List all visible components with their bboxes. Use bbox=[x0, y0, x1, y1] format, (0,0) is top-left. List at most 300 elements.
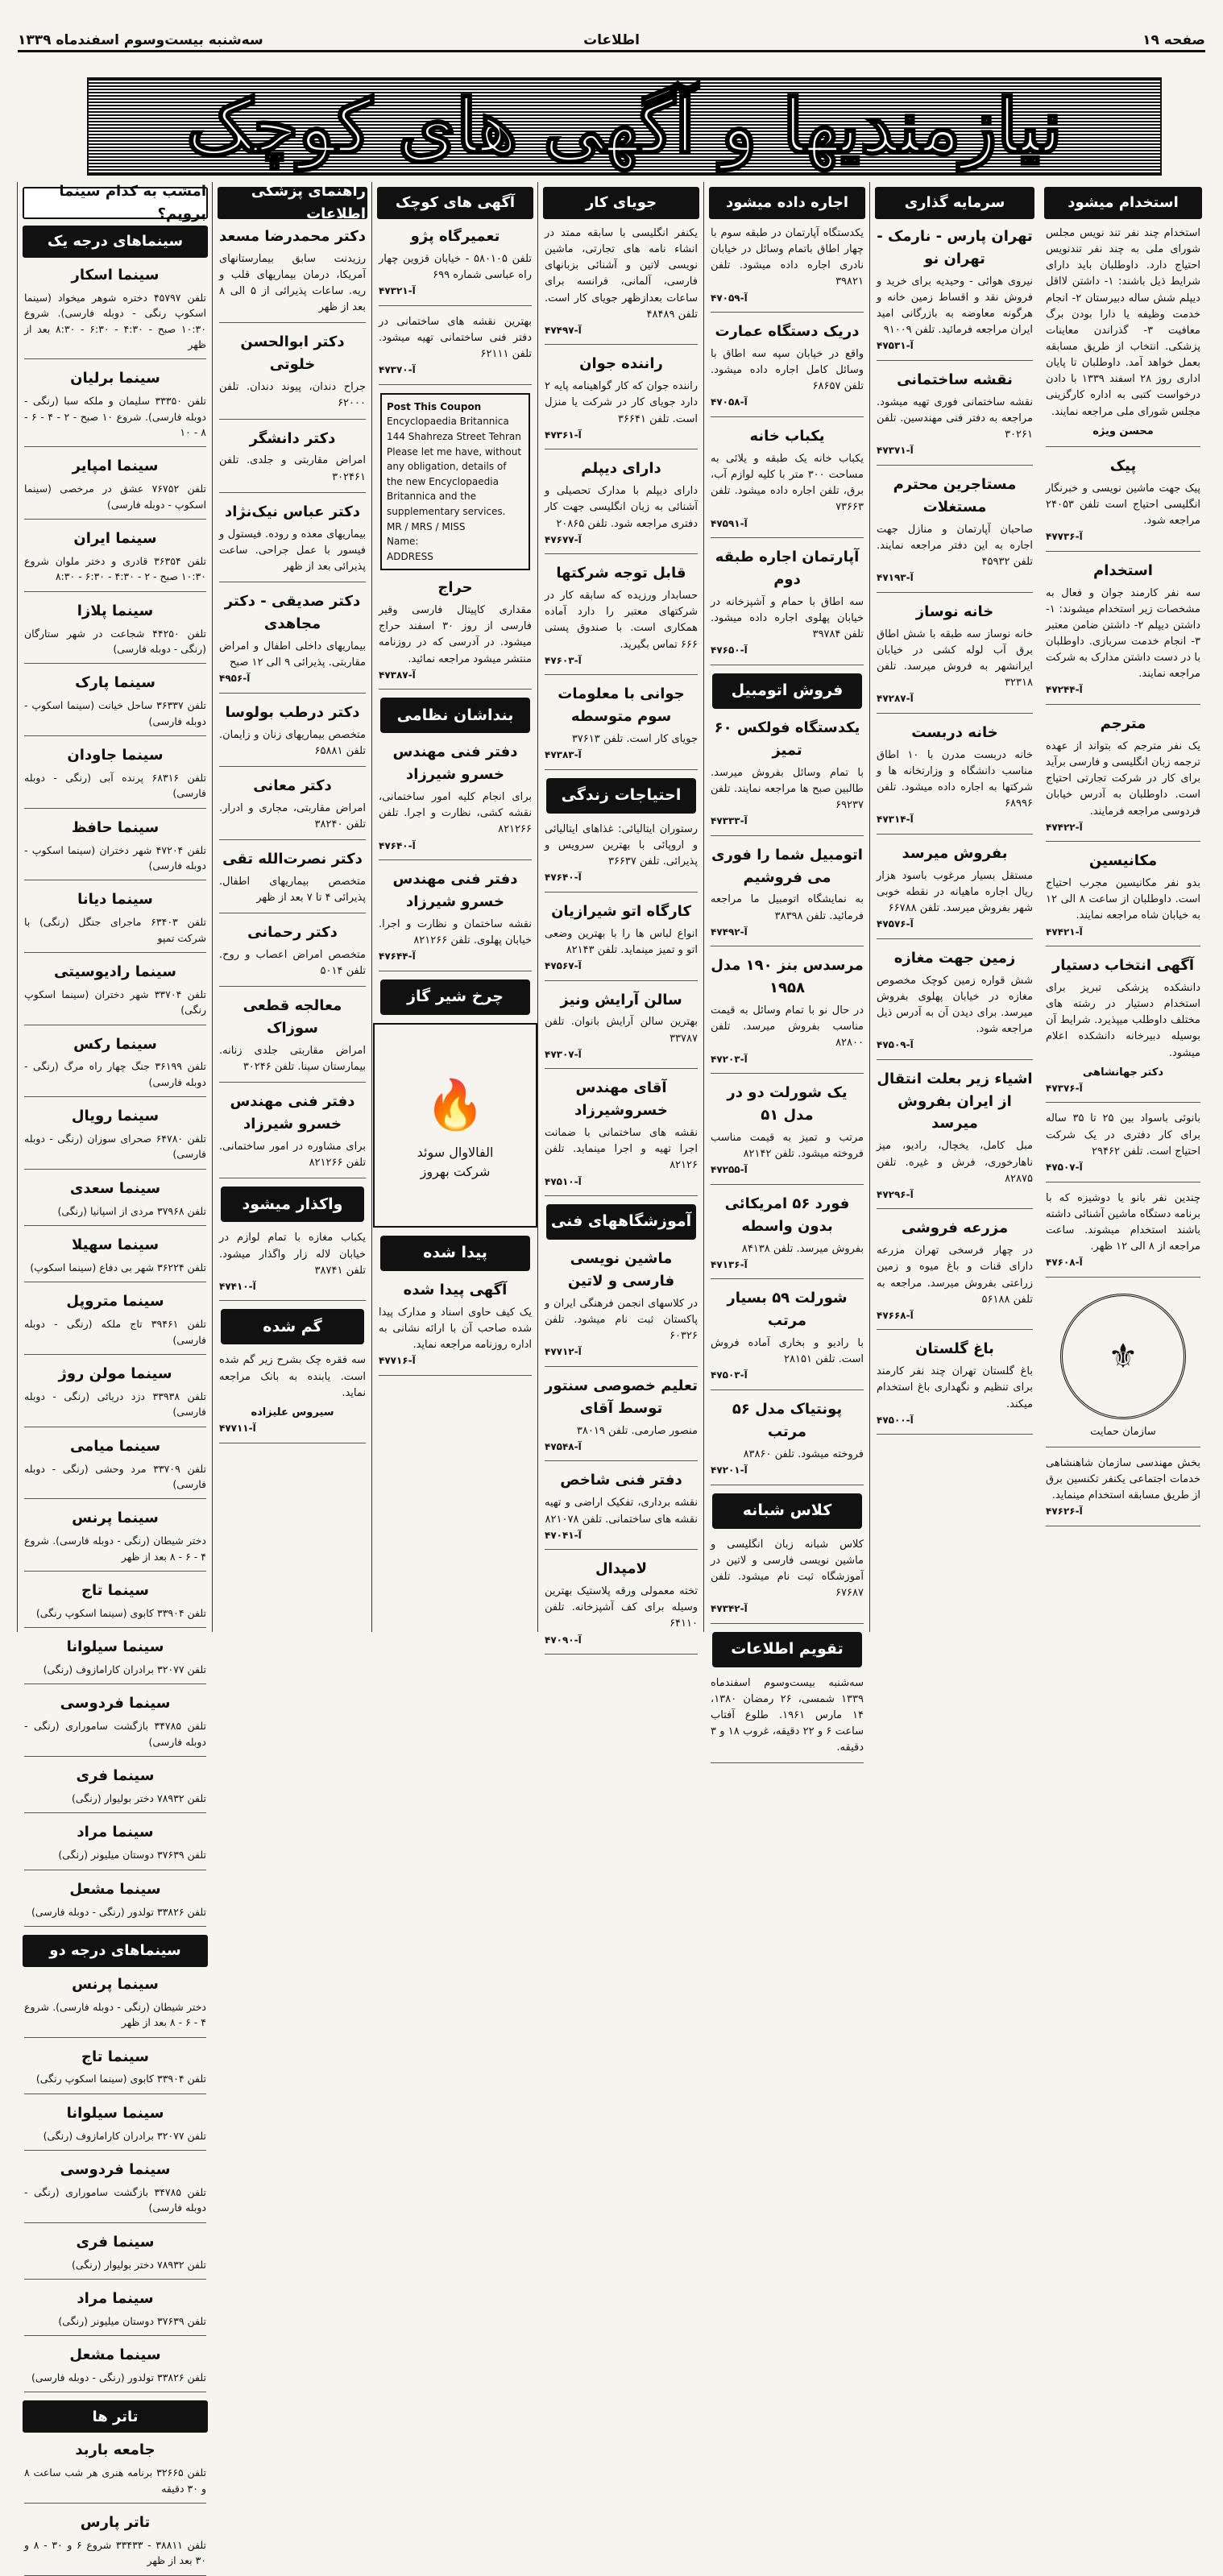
column-cinema bbox=[17, 182, 213, 2567]
ad-code: آ-۴۷۶۵۰ bbox=[711, 644, 748, 656]
ad-title: سینما میامی bbox=[69, 1437, 161, 1455]
classified-ad bbox=[877, 1217, 1033, 1330]
ad-title: تعلیم خصوصی سنتور توسط آقای bbox=[545, 1377, 698, 1417]
ad-text: شش قواره زمین کوچک مخصوص مغازه در خیابان پهلوی بفروش میرسد. برای دیدن آن به آدرس ذیل مراجعه شود. bbox=[877, 974, 1033, 1035]
classified-ad bbox=[24, 455, 206, 520]
ad-title: سینما مراد bbox=[77, 2289, 154, 2307]
ad-code: آ-۴۷۳۷۶ bbox=[1046, 1082, 1083, 1094]
ad-text: رستوران ایتالیائی: غذاهای ایتالیائی و اروپائی با بهترین سرویس و پذیرائی. تلفن ۳۶۶۳۷ bbox=[545, 822, 698, 868]
ad-title: سینما پرنس bbox=[72, 1975, 159, 1993]
column-estekhdam bbox=[1039, 182, 1207, 1632]
ad-code: آ-۴۷۴۹۲ bbox=[711, 926, 748, 938]
coupon-title: Post This Coupon bbox=[387, 400, 482, 412]
ad-text: بفروش میرسد. تلفن ۸۴۱۳۸ bbox=[741, 1242, 864, 1255]
coupon-line: MR / MRS / MISS bbox=[387, 520, 466, 532]
ad-text: بخش مهندسی سازمان شاهنشاهی خدمات اجتماعی یکنفر تکنسین برق از طریق مسابقه استخدام مینماید. bbox=[1046, 1456, 1200, 1502]
ad-title: قابل توجه شرکتها bbox=[556, 565, 686, 582]
classified-ad bbox=[24, 1821, 206, 1870]
classified-ad bbox=[24, 1765, 206, 1813]
ad-title: سینما مراد bbox=[77, 1824, 154, 1841]
ad-text: استخدام چند نفر تند نویس مجلس شورای ملی به چند نفر تندنویس احتیاج دارد. داوطلبان باید دارای شرایط ذیل باشند: ۱- داشتن لااقل دیپلم شش ساله دبیرستان ۲- انجام خدمت وظیفه یا دارا بودن برگ معافیت ۳- گذراندن معاینات پزشکی. انتخاب از طریق مسابقه بعمل خواهد آمد. داوطلبان تا پایان اداری روز ۲۸ اسفند ۱۳۳۹ با دادن درخواست کتبی به اداره کارگزینی مجلس شورای ملی مراجعه نمایند. bbox=[1046, 227, 1200, 418]
ad-title: سینما سهیلا bbox=[71, 1236, 160, 1254]
ad-text: خانه نوساز سه طبقه با شش اطاق برق آب لوله کشی در خیابان ایرانشهر به فروش میرسد. تلفن ۳۲۳۱۸ bbox=[877, 627, 1033, 689]
ad-text: حسابدار ورزیده که سابقه کار در شرکتهای معتبر را دارد آماده همکاری است. با صندوق پستی ۶۶۶ تماس بگیرید. bbox=[545, 590, 698, 651]
ad-code: آ-۴۷۶۰۳ bbox=[545, 654, 582, 666]
classified-ad bbox=[711, 321, 864, 417]
coupon-line: 144 Shahreza Street Tehran bbox=[387, 430, 521, 442]
column-heading: آگهی های کوچک bbox=[377, 187, 533, 219]
ad-text: سه نفر کارمند جوان و فعال به مشخصات زیر استخدام میشوند: ۱- داشتن دیپلم ۲- داشتن ضامن معتبر ۳- انجام خدمت سربازی. داوطلبان با در دست داشتن مدارک به شرکت مراجعه نمایند. bbox=[1046, 586, 1201, 681]
ad-title: دفتر فنی شاخص bbox=[560, 1472, 682, 1489]
ad-text: تلفن ۳۶۱۹۹ جنگ چهار راه مرگ (رنگی - دوبله فارسی) bbox=[24, 1060, 206, 1088]
classified-ad bbox=[545, 1375, 698, 1462]
ad-text: تلفن ۳۹۴۶۱ تاج ملکه (رنگی - دوبله فارسی) bbox=[24, 1318, 206, 1346]
stove-icon: 🔥 bbox=[425, 1076, 486, 1133]
ad-title: دکتر صدیقی - دکتر مجاهدی bbox=[224, 593, 361, 632]
ad-code: آ-۴۷۳۱۴ bbox=[877, 814, 914, 826]
sub-section-heading: گم شده bbox=[221, 1309, 364, 1344]
ad-code: آ-۴۷۵۰۷ bbox=[1046, 1161, 1083, 1173]
ad-text: تلفن ۳۶۳۳۷ ساحل خیانت (سینما اسکوپ - دوبله فارسی) bbox=[24, 699, 206, 727]
ad-title: حراج bbox=[437, 579, 473, 597]
ad-code: آ-۴۷۳۴۲ bbox=[711, 1603, 748, 1615]
classified-ad bbox=[1046, 455, 1200, 552]
ad-signature: دکتر جهانشاهی bbox=[1082, 1066, 1164, 1079]
ad-text: با تمام وسائل بفروش میرسد. طالبین صبح ها مراجعه نمایند. تلفن ۶۹۲۳۷ bbox=[711, 766, 864, 811]
ad-title: سینما ایران bbox=[73, 530, 157, 548]
ad-code: آ-۴۷۶۲۶ bbox=[1046, 1505, 1083, 1518]
sub-section-heading: بنداشان نظامی bbox=[380, 698, 530, 733]
ad-title: دکتر ابوالحسن خلوتی bbox=[240, 333, 345, 374]
ad-text: جویای کار است. تلفن ۳۷۶۱۳ bbox=[571, 733, 698, 746]
classified-ad bbox=[379, 868, 532, 971]
classified-ad bbox=[219, 501, 366, 582]
classified-ad bbox=[711, 546, 864, 665]
emblem-caption: سازمان حمایت bbox=[1046, 1424, 1200, 1447]
classified-ad bbox=[24, 528, 206, 592]
ad-text: تلفن ۳۳۳۵۰ سلیمان و ملکه سبا (رنگی - دوبله فارسی). شروع ۱۰ صبح - ۲ - ۴ - ۶ - ۸ - ۱۰ bbox=[24, 395, 206, 439]
ad-text: تلفن ۳۳۹۰۴ کابوی (سینما اسکوپ رنگی) bbox=[35, 1606, 206, 1619]
newspaper-name: اطلاعات bbox=[583, 32, 640, 48]
classified-ad bbox=[877, 226, 1033, 361]
classified-ad bbox=[24, 2159, 206, 2223]
ad-title: مزرعه فروشی bbox=[901, 1220, 1009, 1237]
column-heading: استخدام میشود bbox=[1044, 187, 1202, 219]
classified-ad bbox=[219, 848, 366, 913]
ad-text: امراض مقاربتی جلدی زنانه. بیمارستان سینا. تلفن ۳۰۲۴۶ bbox=[219, 1045, 366, 1074]
page-header bbox=[18, 29, 1205, 52]
ad-text: دختر شیطان (رنگی - دوبله فارسی). شروع ۴ - ۶ - ۸ بعد از ظهر bbox=[24, 2000, 206, 2029]
classified-ad bbox=[24, 1033, 206, 1098]
ad-title: سینما پارک bbox=[75, 674, 155, 692]
ad-text: خانه دربست مدرن با ۱۰ اطاق مناسب دانشگاه و وزارتخانه ها و شرکتها به اجاره داده میشود. تلفن ۶۸۹۹۶ bbox=[877, 748, 1033, 810]
ad-text: منصور صارمی. تلفن ۳۸۰۱۹ bbox=[576, 1424, 698, 1437]
ad-title: فورد ۵۶ امریکائی بدون واسطه bbox=[724, 1195, 850, 1235]
classified-ad bbox=[24, 1580, 206, 1628]
column-heading: سینماهای درجه یک bbox=[23, 226, 208, 258]
ad-title: تعمیرگاه پژو bbox=[410, 228, 500, 245]
classified-ad bbox=[545, 562, 698, 675]
ad-text: مقداری کاپیتال فارسی وقیر فارسی از روز ۳۰ اسفند حراج میشود. در آدرسی که در روزنامه منتشر میشود مراجعه نمائید. bbox=[379, 604, 532, 665]
ad-title: جامعه باربد bbox=[75, 2441, 155, 2459]
classified-ad bbox=[219, 775, 366, 840]
ad-code: آ-۴۷۲۹۶ bbox=[877, 1188, 914, 1200]
ad-text: نقشه های ساختمانی با ضمانت اجرا تهیه و اجرا مینماید. تلفن ۸۲۱۲۶ bbox=[545, 1127, 698, 1172]
ad-text: متخصص امراض اعصاب و روح. تلفن ۵۰۱۴ bbox=[219, 949, 366, 978]
ad-columns bbox=[18, 182, 1207, 2567]
ad-text: در حال نو با تمام وسائل به قیمت مناسب بفروش میرسد. تلفن ۸۲۸۰۰ bbox=[711, 1004, 864, 1050]
classified-ad bbox=[24, 1290, 206, 1355]
ad-title: سینما تاج bbox=[81, 2048, 149, 2065]
ad-text: یکباب خانه یک طبقه و یلائی به مساحت ۳۰۰ متر با کلیه لوازم آب، برق، تلفن اجاره داده میشود. تلفن ۷۳۶۶۳ bbox=[711, 452, 864, 514]
ad-title: آپارتمان اجاره طبقه دوم bbox=[715, 549, 860, 588]
ad-text: تلفن ۳۲۰۷۷ برادران کارامازوف (رنگی) bbox=[43, 1663, 206, 1676]
classified-ad bbox=[1046, 850, 1200, 946]
classified-ad bbox=[219, 1230, 366, 1301]
stove-brand: الفالاوال سوئد bbox=[417, 1144, 494, 1160]
ad-title: دکتر عباس نیک‌نژاد bbox=[225, 503, 360, 520]
ad-code: آ-۴۷۳۷۰ bbox=[379, 364, 416, 376]
ad-code: آ-۴۷۵۳۱ bbox=[877, 340, 914, 352]
classified-ad bbox=[545, 458, 698, 554]
ad-code: آ-۴۷۲۵۵ bbox=[711, 1164, 748, 1176]
ad-title: زمین جهت مغازه bbox=[893, 949, 1016, 967]
ad-title: پیک bbox=[1109, 457, 1137, 474]
classified-ad bbox=[24, 2102, 206, 2151]
ad-text: نقشه ساختمان و نظارت و اجرا. خیابان پهلوی. تلفن ۸۲۱۲۶۶ bbox=[379, 917, 532, 947]
ad-text: مبل کامل، یخچال، رادیو، میز ناهارخوری، فرش و غیره. تلفن ۸۲۸۷۵ bbox=[877, 1140, 1033, 1185]
ad-code: آ-۴۷۳۷۱ bbox=[877, 445, 914, 457]
classified-ad bbox=[379, 1279, 532, 1376]
sub-section-heading: کلاس شبانه bbox=[712, 1493, 862, 1529]
ad-title: سینما جاودان bbox=[67, 746, 164, 764]
ad-text: تلفن ۷۸۹۳۲ دختر بولیوار (رنگی) bbox=[72, 2258, 206, 2271]
classified-ad bbox=[24, 264, 206, 359]
ad-title: سینما متروپل bbox=[66, 1293, 164, 1311]
column-ejareh bbox=[703, 182, 870, 1754]
classified-ad bbox=[24, 2231, 206, 2280]
ad-text: تلفن ۷۶۷۵۲ عشق در مرخصی (سینما اسکوپ - دوبله فارسی) bbox=[24, 482, 206, 511]
classified-ad bbox=[711, 1193, 864, 1280]
ad-code: آ-۴۷۱۹۳ bbox=[877, 572, 914, 584]
ad-text: دانشکده پزشکی تبریز برای استخدام دستیار در رشته های مختلف داوطلب میپذیرد. شرایط آن بوسیله دبیرخانه دانشکده اعلام میشود. bbox=[1046, 982, 1200, 1059]
classified-ad bbox=[877, 601, 1033, 714]
ad-code: آ-۴۷۲۰۱ bbox=[711, 1464, 748, 1476]
ad-code: آ-۴۷۷۱۶ bbox=[379, 1355, 416, 1367]
classified-ad bbox=[24, 1234, 206, 1282]
ad-title: سینما امپایر bbox=[72, 458, 159, 475]
ad-title: باغ گلستان bbox=[915, 1340, 994, 1358]
ad-title: شورلت ۵۹ بسیار مرتب bbox=[727, 1290, 848, 1330]
ad-text: باغ گلستان تهران چند نفر کارمند برای تنظیم و نگهداری باغ استخدام میکند. bbox=[877, 1365, 1033, 1410]
ad-code: آ-۴۷۲۰۳ bbox=[711, 1053, 748, 1065]
ad-title: یک شورلت دو در مدل ۵۱ bbox=[727, 1084, 848, 1124]
ad-title: یکدستگاه فولکس ۶۰ تمیز bbox=[714, 719, 860, 759]
ad-title: سینما سیلوانا bbox=[66, 1638, 164, 1656]
ad-text: فروخته میشود. تلفن ۸۳۸۶۰ bbox=[743, 1447, 864, 1460]
ad-title: سینما مشعل bbox=[69, 2346, 161, 2364]
ad-code: آ-۴۷۴۲۲ bbox=[1046, 821, 1083, 833]
ad-text: تلفن ۳۶۲۲۴ شهر بی دفاع (سینما اسکوپ) bbox=[30, 1261, 206, 1274]
classified-ad bbox=[219, 226, 366, 323]
ad-text: تلفن ۳۷۶۳۹ دوستان میلیونر (رنگی) bbox=[58, 1849, 206, 1862]
stove-company: شرکت بهروز bbox=[420, 1164, 491, 1180]
classified-ad bbox=[379, 741, 532, 860]
ad-text: بهترین سالن آرایش بانوان. تلفن ۳۳۷۸۷ bbox=[545, 1016, 698, 1045]
ad-code: آ-۴۷۶۴۴ bbox=[379, 950, 416, 963]
ad-text: سه فقره چک بشرح زیر گم شده است. یابنده به بانک مراجعه نماید. bbox=[219, 1354, 366, 1399]
classified-ad bbox=[219, 1091, 366, 1178]
classified-ad bbox=[1046, 1111, 1200, 1182]
ad-title: خانه دربست bbox=[911, 723, 998, 741]
ad-code: آ-۴۷۱۳۶ bbox=[711, 1258, 748, 1270]
ad-title: دریک دستگاه عمارت bbox=[715, 323, 860, 341]
ad-title: تاتر پارس bbox=[80, 2514, 151, 2532]
cinema-second-class-heading: سینماهای درجه دو bbox=[23, 1935, 208, 1967]
ad-title: پونتیاک مدل ۵۶ مرتب bbox=[732, 1400, 843, 1440]
ad-title: سینما سعدی bbox=[69, 1179, 161, 1197]
ad-title: ماشین نویسی فارسی و لاتین bbox=[567, 1250, 675, 1290]
ad-code: آ-۴۷۳۲۱ bbox=[379, 285, 416, 297]
coupon-line: Please let me have, without any obligation, details of the new Encyclopaedia Britannica and the supplementary services. bbox=[387, 445, 522, 517]
classified-ad bbox=[545, 901, 698, 981]
theater-heading: تاتر ها bbox=[23, 2400, 208, 2433]
ad-text: تلفن ۳۲۶۶۵ برنامه هنری هر شب ساعت ۸ و ۳۰ دقیقه bbox=[24, 2466, 206, 2495]
ad-code: آ-۴۷۷۱۲ bbox=[545, 1346, 582, 1358]
issue-date: سه‌شنبه بیست‌وسوم اسفندماه ۱۳۳۹ bbox=[18, 32, 263, 48]
classified-ad bbox=[877, 722, 1033, 835]
ad-code: آ-۴۷۴۹۷ bbox=[545, 324, 582, 336]
classified-ad bbox=[219, 428, 366, 493]
ad-code: آ-۴۷۶۶۸ bbox=[877, 1309, 914, 1321]
classified-ad bbox=[24, 1105, 206, 1170]
ad-text: تلفن ۳۸۸۱۱ - ۳۳۴۳۳ شروع ۶ و ۳۰ - ۸ و ۳۰ بعد از ظهر bbox=[24, 2539, 207, 2567]
ad-title: مرسدس بنز ۱۹۰ مدل ۱۹۵۸ bbox=[711, 957, 864, 997]
sub-section-heading: چرخ شیر گاز bbox=[380, 979, 530, 1015]
ad-text: نیروی هوائی - وحیدیه برای خرید و فروش نقد و اقساط زمین خانه و هرگونه معاوضه به بازرگانی امید ایران مراجعه فرمائید. تلفن ۹۱۰۰۹ bbox=[877, 275, 1033, 337]
footer-ad bbox=[1046, 1456, 1200, 1526]
classified-ad bbox=[24, 1178, 206, 1226]
ad-code: آ-۴۷۵۰۹ bbox=[877, 1039, 914, 1051]
ad-title: استخدام bbox=[1093, 561, 1153, 579]
ad-text: مستقل بسیار مرغوب باسود هزار ریال اجاره ماهیانه در نقطه خوبی شهر بفروش میرسد. تلفن ۶۶۷۸۸ bbox=[877, 869, 1033, 914]
classified-ad bbox=[24, 672, 206, 736]
ad-text: در چهار فرسخی تهران مزرعه دارای قنات و باغ میوه و زمین زراعتی بفروش میرسد. مراجعه به تلفن ۵۶۱۸۸ bbox=[877, 1245, 1033, 1306]
column-sarmayeh bbox=[869, 182, 1039, 1632]
ad-code: آ-۴۷۷۱۱ bbox=[219, 1423, 256, 1435]
ad-text: با رادیو و بخاری آماده فروش است. تلفن ۲۸۱۵۱ bbox=[711, 1337, 864, 1366]
ad-title: سینما فردوسی bbox=[60, 1695, 171, 1713]
ad-text: چندین نفر بانو یا دوشیزه که با برنامه دستگاه ماشین آشنائی داشته باشند استخدام میشوند. ساعت مراجعه از ۸ الی ۱۲ ظهر. bbox=[1046, 1191, 1200, 1253]
ad-text: یک نفر مترجم که بتواند از عهده ترجمه زبان انگلیسی و فارسی برآید برای کار در شرکت تجارتی احتیاج است. داوطلبان به آدرس خیابان فردوسی مراجعه فرمایند. bbox=[1046, 739, 1200, 818]
classified-ad bbox=[877, 474, 1033, 593]
ad-text: راننده جوان که کار گواهینامه پایه ۲ دارد جویای کار در شرکت یا منزل است. تلفن ۳۶۶۴۱ bbox=[545, 380, 698, 425]
ad-code: آ-۴۷۳۸۷ bbox=[379, 669, 416, 681]
ad-title: سینما برلیان bbox=[70, 370, 160, 387]
classified-ad bbox=[711, 1398, 864, 1485]
column-heading: جویای کار bbox=[543, 187, 699, 219]
ad-text: برای انجام کلیه امور ساختمانی، نقشه کشی، نظارت و اجرا. تلفن ۸۲۱۲۶۶ bbox=[379, 791, 532, 836]
ad-title: سینما پرنس bbox=[72, 1510, 159, 1527]
ad-text: تلفن ۴۷۲۰۴ شهر دختران (سینما اسکوپ - دوبله فارسی) bbox=[24, 843, 206, 872]
ad-text: تلفن ۷۸۹۳۲ دختر بولیوار (رنگی) bbox=[72, 1791, 206, 1804]
ad-text: رزیدنت سابق بیمارستانهای آمریکا، درمان بیماریهای قلب و ریه. ساعات پذیرائی از ۵ الی ۸ بعد از ظهر bbox=[219, 252, 366, 314]
ad-text: کلاس شبانه زبان انگلیسی و ماشین نویسی فارسی و لاتین در آموزشگاه ثبت نام میشود. تلفن ۶۷۶۸۷ bbox=[711, 1538, 864, 1599]
ad-signature: محسن ویژه bbox=[1092, 425, 1154, 437]
classified-ad bbox=[711, 1287, 864, 1390]
stove-advert bbox=[373, 1023, 537, 1228]
classified-ad bbox=[219, 1352, 366, 1443]
classified-ad bbox=[545, 1558, 698, 1655]
coupon-line: Name: bbox=[387, 536, 419, 548]
classified-ad bbox=[219, 995, 366, 1083]
ad-code: آ-۴۷۲۸۷ bbox=[877, 693, 914, 705]
classified-ad bbox=[711, 425, 864, 538]
column-pezeshki bbox=[212, 182, 372, 1632]
ad-title: خانه نوساز bbox=[915, 603, 994, 620]
ad-title: سینما دیانا bbox=[77, 891, 153, 909]
cinema-tonight-banner: امشب به کدام سینما برویم؟ bbox=[23, 187, 208, 219]
ad-title: دکتر محمدرضا مسعد bbox=[219, 228, 366, 245]
ad-code: آ-۴۷۰۵۸ bbox=[711, 396, 748, 408]
classified-ad bbox=[1046, 713, 1200, 842]
ad-title: نقشه ساختمانی bbox=[897, 371, 1013, 388]
ad-title: بفروش میرسد bbox=[902, 844, 1008, 862]
classified-ad bbox=[24, 2344, 206, 2392]
ad-text: تلفن ۳۳۷۰۹ مرد وحشی (رنگی - دوبله فارسی) bbox=[24, 1462, 206, 1490]
classified-ad bbox=[24, 2288, 206, 2336]
ad-code: آ-۴۷۵۰۰ bbox=[877, 1414, 914, 1426]
ad-text: یکدستگاه آپارتمان در طبقه سوم با چهار اطاق باتمام وسائل در خیابان نادری اجاره داده میشود. تلفن ۳۹۸۲۱ bbox=[711, 227, 864, 288]
ad-code: آ-۴۷۵۴۸ bbox=[545, 1440, 582, 1452]
classified-ad bbox=[24, 1435, 206, 1500]
ad-title: سالن آرایش ونیز bbox=[560, 991, 682, 1008]
page-number: صفحه ۱۹ bbox=[1142, 32, 1205, 48]
classified-ad bbox=[1046, 1191, 1200, 1278]
ad-title: دکتر نصرت‌الله تقی bbox=[222, 851, 363, 868]
emblem-icon: ⚜ bbox=[1060, 1294, 1186, 1419]
classified-ad bbox=[711, 1082, 864, 1185]
ad-title: مستاجرین محترم مستغلات bbox=[893, 475, 1017, 516]
ad-text: نقشه ساختمانی فوری تهیه میشود. مراجعه به دفتر فنی مهندسین. تلفن ۳۰۲۶۱ bbox=[877, 396, 1033, 441]
ad-text: واقع در خیابان سپه سه اطاق با وسائل کامل اجاره داده میشود. تلفن ۶۸۶۵۷ bbox=[711, 348, 864, 393]
ad-text: بانوئی باسواد بین ۲۵ تا ۳۵ ساله برای کار دفتری در یک شرکت احتیاج است. تلفن ۲۹۴۶۲ bbox=[1046, 1112, 1200, 1158]
ad-text: تلفن ۶۳۴۰۳ ماجرای جنگل (رنگی) با شرکت تمپو bbox=[24, 916, 207, 944]
sub-section-heading: تقویم اطلاعات bbox=[712, 1632, 862, 1667]
ad-title: دکتر درطب بولوسا bbox=[225, 703, 360, 721]
ad-title: سینما رکس bbox=[73, 1035, 157, 1053]
ad-title: سینما پلازا bbox=[77, 602, 154, 619]
ad-text: سه‌شنبه بیست‌وسوم اسفندماه ۱۳۳۹ شمسی، ۲۶ رمضان ۱۳۸۰، ۱۴ مارس ۱۹۶۱. طلوع آفتاب ساعت ۶ و ۲۲ دقیقه، غروب ۱۸ و ۳ دقیقه. bbox=[711, 1676, 864, 1754]
ad-title: سینما تاج bbox=[81, 1581, 149, 1599]
classified-ad bbox=[711, 955, 864, 1074]
classified-ad bbox=[24, 888, 206, 953]
classified-ad bbox=[711, 717, 864, 836]
ad-title: مترجم bbox=[1100, 715, 1146, 733]
ad-text: یک کیف حاوی اسناد و مدارک پیدا شده صاحب آن با ارائه نشانی به اداره روزنامه مراجعه نماید. bbox=[379, 1306, 532, 1351]
ad-title: دفتر فنی مهندس خسرو شیرزاد bbox=[392, 871, 518, 911]
classified-ad bbox=[24, 1692, 206, 1757]
classified-ad bbox=[24, 1973, 206, 2038]
ad-text: تلفن ۳۴۷۸۵ بازگشت ساموراری (رنگی - دوبله فارسی) bbox=[24, 1720, 206, 1748]
classified-ad bbox=[545, 1248, 698, 1367]
ad-text: تلفن ۳۳۸۲۶ تولدور (رنگی - دوبله فارسی) bbox=[31, 1905, 206, 1918]
coupon-box bbox=[380, 393, 530, 571]
classified-ad bbox=[877, 1068, 1033, 1210]
sub-section-heading: فروش اتومبیل bbox=[712, 673, 862, 709]
ad-text: انواع لباس ها را با بهترین وضعی اتو و تمیز مینماید. تلفن ۸۲۱۴۳ bbox=[545, 927, 698, 956]
classified-ad bbox=[219, 331, 366, 419]
ad-code: آ-۴۷۳۸۳ bbox=[545, 749, 582, 761]
classified-ad bbox=[545, 822, 698, 892]
classified-ad bbox=[877, 1338, 1033, 1435]
ad-text: متخصص بیماریهای زنان و زایمان. تلفن ۶۵۸۸۱ bbox=[219, 728, 366, 757]
ad-text: دختر شیطان (رنگی - دوبله فارسی). شروع ۴ - ۶ - ۸ بعد از ظهر bbox=[24, 1534, 206, 1563]
ad-title: سینما مشعل bbox=[69, 1880, 161, 1898]
column-heading: راهنمای پزشکی اطلاعات bbox=[218, 187, 367, 219]
classified-ad bbox=[1046, 560, 1200, 705]
classified-ad bbox=[545, 1469, 698, 1550]
ad-title: دکتر دانشگر bbox=[249, 429, 336, 447]
classified-ad bbox=[545, 989, 698, 1070]
ad-code: آ-۴۹۵۶ bbox=[219, 673, 251, 685]
ad-code: آ-۴۷۵۶۷ bbox=[545, 960, 582, 971]
ad-text: جراح دندان، پیوند دندان. تلفن ۶۲۰۰۰ bbox=[219, 381, 366, 410]
ad-text: برای مشاوره در امور ساختمانی. تلفن ۸۲۱۲۶۶ bbox=[219, 1141, 366, 1170]
ad-title: راننده جوان bbox=[579, 355, 663, 373]
ad-code: آ-۴۷۵۱۰ bbox=[545, 1175, 582, 1187]
ad-text: تلفن ۳۳۷۰۴ شهر دختران (سینما اسکوپ رنگی) bbox=[24, 988, 206, 1017]
ad-code: آ-۴۷۵۰۳ bbox=[711, 1369, 748, 1381]
banner-title: نیازمندیها و آگهی های کوچک bbox=[186, 83, 1063, 170]
ad-code: آ-۴۷۳۰۷ bbox=[545, 1048, 582, 1060]
ad-title: سینما فردوسی bbox=[60, 2161, 171, 2179]
ad-code: آ-۴۷۶۰۸ bbox=[1046, 1257, 1083, 1269]
classified-ad bbox=[711, 844, 864, 947]
ad-title: اشیاء زیر بعلت انتقال از ایران بفروش میرسد bbox=[877, 1070, 1033, 1133]
column-heading: اجاره داده میشود bbox=[709, 187, 865, 219]
ad-title: یکباب خانه bbox=[749, 428, 825, 445]
ad-title: دفتر فنی مهندس خسرو شیرزاد bbox=[230, 1093, 355, 1133]
ad-text: یکباب مغازه با تمام لوازم در خیابان لاله زار واگذار میشود. تلفن ۳۸۷۴۱ bbox=[219, 1232, 366, 1277]
ad-title: سینما سیلوانا bbox=[66, 2104, 164, 2122]
ad-text: تلفن ۳۴۷۸۵ بازگشت ساموراری (رنگی - دوبله فارسی) bbox=[24, 2185, 206, 2214]
ad-title: دکتر معانی bbox=[253, 777, 332, 794]
ad-title: سینما فری bbox=[76, 1767, 155, 1785]
ad-text: تلفن ۴۴۲۵۰ شجاعت در شهر ستارگان (رنگی - دوبله فارسی) bbox=[24, 627, 206, 655]
ad-text: تلفن ۴۵۷۹۷ دختره شوهر میخواد (سینما اسکوپ رنگی - دوبله فارسی). شروع ۱۰:۳۰ صبح - ۴:۳۰ - ۶:۳۰ - ۸:۳۰ بعد از ظهر bbox=[24, 291, 206, 351]
ad-text: امراض مقاربتی، مجاری و ادرار. تلفن ۳۸۲۴۰ bbox=[219, 801, 366, 830]
ad-title: اتومبیل شما را فوری می فروشیم bbox=[711, 846, 863, 886]
ad-code: آ-۴۷۰۵۹ bbox=[711, 292, 748, 304]
coupon-line: ADDRESS bbox=[387, 550, 433, 562]
ad-title: دفتر فنی مهندس خسرو شیرزاد bbox=[392, 743, 518, 784]
ad-code: آ-۴۷۴۲۱ bbox=[1046, 926, 1083, 938]
column-heading: سرمایه گذاری bbox=[875, 187, 1034, 219]
ad-title: سینما فری bbox=[76, 2233, 155, 2251]
classified-ad bbox=[545, 683, 698, 770]
ad-text: تلفن ۳۷۹۶۸ مردی از اسپانیا (رنگی) bbox=[57, 1204, 206, 1217]
classified-ad bbox=[877, 947, 1033, 1060]
classified-ad bbox=[24, 2512, 206, 2576]
classified-ad bbox=[24, 1363, 206, 1427]
classified-ad bbox=[219, 702, 366, 767]
ad-text: تلفن ۳۳۸۲۶ تولدور (رنگی - دوبله فارسی) bbox=[31, 2371, 206, 2384]
classified-ad bbox=[24, 2439, 206, 2504]
ad-code: آ-۴۷۵۹۱ bbox=[711, 517, 748, 529]
sub-section-heading: پیدا شده bbox=[380, 1236, 530, 1271]
sub-section-heading: آموزشگاههای فنی bbox=[546, 1204, 696, 1240]
